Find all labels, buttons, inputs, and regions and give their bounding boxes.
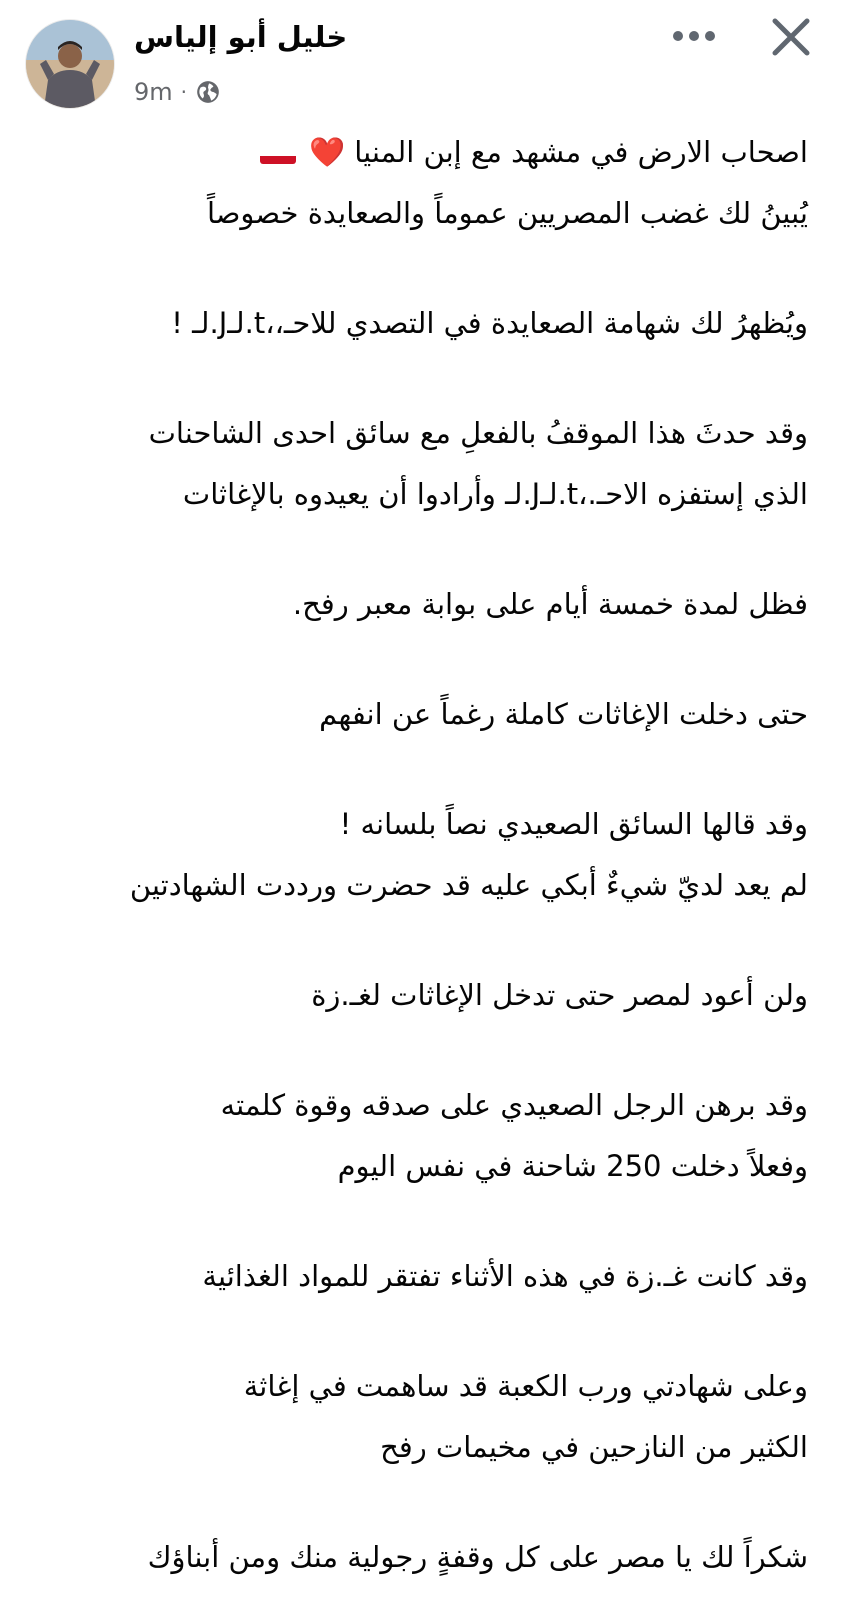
avatar-photo: [26, 20, 114, 108]
globe-icon[interactable]: [195, 79, 221, 105]
post-time[interactable]: 9m: [134, 78, 173, 106]
post-text-line: شكراً لك يا مصر على كل وقفةٍ رجولية منك ومن أبناؤك: [147, 1540, 808, 1574]
post-text-line: ولن أعود لمصر حتى تدخل الإغاثات لغـ.زة: [311, 978, 808, 1012]
egypt-flag-icon: [260, 140, 296, 164]
paragraph-gap: [20, 635, 808, 684]
author-name[interactable]: خليل أبو إلياس: [134, 20, 348, 54]
paragraph-gap: [20, 354, 808, 403]
paragraph-gap: [20, 1026, 808, 1075]
post-text-line: فظل لمدة خمسة أيام على بوابة معبر رفح.: [292, 587, 808, 621]
meta-separator: ·: [180, 80, 188, 104]
more-icon: [672, 30, 716, 42]
paragraph-gap: [20, 1197, 808, 1246]
paragraph-gap: [20, 244, 808, 293]
post-text-line: وعلى شهادتي ورب الكعبة قد ساهمت في إغاثة: [243, 1369, 808, 1403]
post-text-line: لم يعد لديّ شيءٌ أبكي عليه قد حضرت ورددت الشهادتين: [129, 868, 808, 902]
post-header: [0, 0, 850, 120]
more-options-button[interactable]: [664, 14, 724, 58]
post-text-line: الكثير من النازحين في مخيمات رفح: [380, 1430, 808, 1464]
post-text-line: وقد حدثَ هذا الموقفُ بالفعلِ مع سائق احدى الشاحنات: [148, 416, 808, 450]
post-text-line: وقد قالها السائق الصعيدي نصاً بلسانه !: [339, 807, 808, 841]
post-title-line: [20, 122, 808, 183]
author-avatar[interactable]: [26, 20, 114, 108]
post-text-line: وقد برهن الرجل الصعيدي على صدقه وقوة كلمته: [220, 1088, 808, 1122]
close-icon: [771, 17, 811, 57]
post-text-line: يُبينُ لك غضب المصريين عموماً والصعايدة خصوصاً: [206, 196, 808, 230]
post-body: [20, 122, 808, 1588]
post-meta: [134, 78, 221, 106]
post-text-line: الذي إستفزه الاحـ.،t.لـJ.لـ وأرادوا أن يعيدوه بالإغاثات: [182, 477, 808, 511]
paragraph-gap: [20, 916, 808, 965]
paragraph-gap: [20, 1307, 808, 1356]
heart-emoji: ❤️: [308, 135, 346, 169]
close-button[interactable]: [764, 10, 818, 64]
paragraph-gap: [20, 745, 808, 794]
paragraph-gap: [20, 1478, 808, 1527]
paragraph-gap: [20, 525, 808, 574]
post-text-line: حتى دخلت الإغاثات كاملة رغماً عن انفهم: [319, 697, 808, 731]
post-title-text: اصحاب الارض في مشهد مع إبن المنيا: [354, 135, 808, 169]
post-text-line: وفعلاً دخلت 250 شاحنة في نفس اليوم: [337, 1149, 808, 1183]
post-text-line: وقد كانت غـ.زة في هذه الأثناء تفتقر للمواد الغذائية: [202, 1259, 808, 1293]
post-text-line: ويُظهرُ لك شهامة الصعايدة في التصدي للاحـ،،t.لـJ.لـ !: [171, 306, 808, 340]
